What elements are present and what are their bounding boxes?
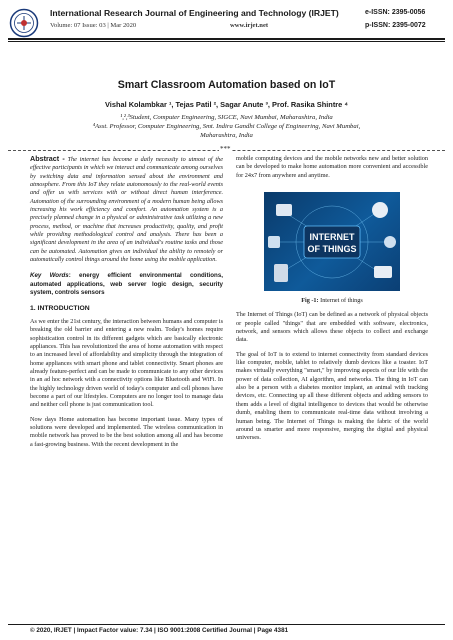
intro-paragraph-2: Now days Home automation has become important issue. Many types of solutions were developed and implemented. The wireless communication in mobile network has proved to be the best solution among all and has become a fast-growing business. With the recent development in the: [30, 415, 223, 448]
keywords-label: Key Words: [30, 272, 69, 280]
section-heading: 1. INTRODUCTION: [30, 304, 90, 312]
keywords: [30, 272, 223, 297]
journal-website[interactable]: www.irjet.net: [230, 22, 269, 29]
irjet-logo-icon: [9, 8, 39, 38]
affiliation-line: ⁴Asst. Professor, Computer Engineering, Smt. Indira Gandhi College of Engineering, Navi Mumbai,: [92, 123, 361, 131]
watch-icon: [384, 236, 396, 248]
journal-header: [0, 0, 453, 66]
affiliations: [0, 113, 453, 141]
left-column: [30, 155, 223, 455]
page-footer: © 2020, IRJET | Impact Factor value: 7.34 | ISO 9001:2008 Certified Journal | Page 4381: [30, 627, 289, 634]
e-issn: e-ISSN: 2395-0056: [365, 9, 426, 16]
right-column: [236, 155, 428, 449]
abstract-text: The internet has become a daily necessity to utmost of the effective participants in which we interact and communicate among ourselves by switching data and information sensed about the environment and atmosphere. From this IoT they relate autonomously to the real-world events and offer us with services with or without direct human interference. Automation of the surrounding environment of a modern human being allows increasing his work efficiency and comfort. An automation system is a precisely planned change in a physical or administrative task utilizing a new process, method, or machine that increases productivity, quality, and profit while providing methodological control and analysis. There has been a significant development in the area of an individual's routine tasks and those can be automated. Automation gives an individual the ability to remotely or automatically control things around the home using the mobile application.: [30, 156, 223, 264]
header-rule-thin: [8, 41, 445, 42]
header-rule: [8, 38, 445, 40]
iot-illustration: [264, 192, 400, 291]
iot-figure-image: [264, 192, 400, 291]
figure-caption-label: Fig -1:: [301, 297, 319, 305]
affiliation-line: Maharashtra, India: [200, 132, 253, 140]
car-icon: [374, 266, 392, 278]
iot-goal-paragraph: The goal of IoT is to extend to internet connectivity from standard devices like computer, mobile, tablet to relatively dumb devices like a toaster. IoT makes virtually everything "smart," by improving aspects of our life with the power of data collection, AI algorithm, and networks. The thing in IoT can also be a person with a diabetes monitor implant, an animal with tracking devices, etc. Connecting up all these different objects and adding sensors to them adds a level of digital intelligence to devices that would be otherwise dumb, enabling them to communicate real-time data without involving a human being. The Internet of Things is making the fabric of the world around us smarter and more responsive, merging the digital and physical universes.: [236, 350, 428, 442]
p-issn: p-ISSN: 2395-0072: [365, 22, 426, 29]
lightbulb-icon: [372, 202, 388, 218]
footer-rule: [8, 624, 445, 625]
figure-caption: [236, 297, 428, 305]
paragraph-continued: mobile computing devices and the mobile networks new and better solution can be developed to make home automation more convenient and accessible for 24x7 from anywhere and anytime.: [236, 155, 428, 179]
abstract-label: Abstract -: [30, 154, 65, 163]
keywords-text: : energy efficient environmental conditions, automated applications, web server logic design, security system, controls sensors: [30, 272, 223, 297]
figure-label-line1: INTERNET: [309, 232, 355, 243]
monitor-icon: [276, 204, 292, 216]
intro-paragraph-1: As we enter the 21st century, the interaction between humans and computer is breaking the old barrier and entering a new realm. Today's homes require sophistication control in its different gadgets which are basically electronic appliances. This has revolutionized the area of home automation with respect to an increased level of affordability and simplicity through the integration of home appliances with smart phone and tablet connectivity. Smart phones are already feature-perfect and can be made to communicate to any other devices in an ad hoc network with a connectivity options like Bluetooth and WiFi. In the highly technology driven world of today's computer and cell phones have become a part of our lifestyles. Computers are no longer tool to manage data and neither cell phone is just communication tool.: [30, 317, 223, 409]
fridge-icon: [274, 264, 288, 282]
figure-caption-text: Internet of things: [318, 297, 363, 305]
abstract: [30, 155, 223, 264]
divider-stars: ***: [220, 145, 231, 153]
paper-title: Smart Classroom Automation based on IoT: [117, 79, 336, 91]
journal-name: International Research Journal of Engineering and Technology (IRJET): [50, 8, 339, 18]
affiliation-line: ¹,²,³Student, Computer Engineering, SIGCE, Navi Mumbai, Maharashtra, India: [120, 114, 333, 121]
volume-issue: Volume: 07 Issue: 03 | Mar 2020: [50, 22, 137, 29]
camera-icon: [268, 236, 280, 248]
iot-definition-paragraph: The Internet of Things (IoT) can be defined as a network of physical objects or people called "things" that are embedded with software, electronics, network, and sensors which allows these objects to collect and exchange data.: [236, 311, 428, 344]
paper-authors: Vishal Kolambkar ¹, Tejas Patil ², Sagar Anute ³, Prof. Rasika Shintre ⁴: [105, 100, 348, 109]
figure-label-line2: OF THINGS: [307, 244, 357, 255]
